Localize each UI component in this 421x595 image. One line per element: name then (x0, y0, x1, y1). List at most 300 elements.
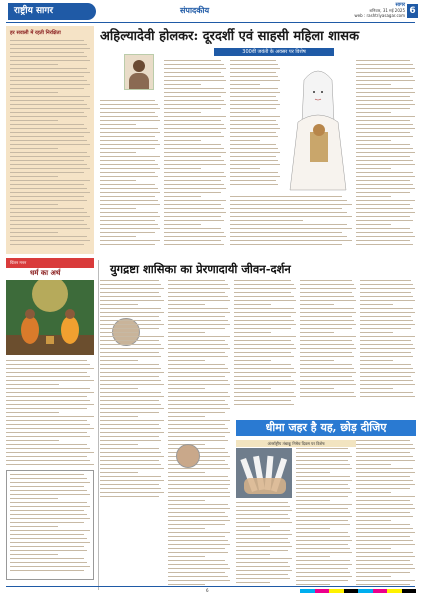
text-line (296, 520, 348, 521)
text-line (10, 542, 90, 543)
left-sidebar-title: हर सवाली में रहती निरक्षिता (10, 30, 61, 36)
text-line (356, 156, 410, 157)
text-line (164, 184, 224, 185)
text-line (168, 324, 230, 325)
text-line (100, 452, 161, 453)
text-line (100, 316, 159, 317)
text-line (164, 72, 221, 73)
text-line (100, 404, 161, 405)
text-line (296, 576, 352, 577)
text-line (300, 284, 354, 285)
header-info (354, 3, 405, 18)
text-line (168, 396, 230, 397)
text-line (356, 148, 413, 149)
text-line (234, 364, 291, 365)
text-line (10, 192, 90, 193)
text-line (356, 440, 410, 441)
text-line (234, 348, 296, 349)
text-line (360, 308, 413, 309)
text-line (100, 224, 158, 225)
text-line (356, 180, 410, 181)
text-line (10, 546, 84, 547)
text-line (168, 468, 230, 469)
text-line (100, 192, 160, 193)
left-sidebar-text (10, 40, 90, 250)
text-line (164, 136, 224, 137)
text-line (230, 116, 280, 117)
text-line (296, 496, 348, 497)
text-line (300, 368, 354, 369)
text-line (168, 280, 225, 281)
text-line (10, 482, 90, 483)
text-line (100, 444, 138, 445)
text-line (168, 316, 225, 317)
text-line (300, 376, 352, 377)
text-line (100, 464, 161, 465)
text-line (168, 364, 225, 365)
text-line (10, 96, 90, 97)
text-line (168, 412, 225, 413)
text-line (230, 212, 347, 213)
text-line (234, 300, 296, 301)
queen-illustration (284, 62, 352, 192)
text-line (100, 152, 136, 153)
text-line (234, 284, 294, 285)
text-line (168, 336, 230, 337)
text-line (300, 348, 356, 349)
text-line (360, 304, 393, 305)
text-line (356, 236, 415, 237)
text-line (100, 420, 164, 421)
text-line (164, 64, 224, 65)
text-line (234, 356, 294, 357)
text-line (230, 68, 280, 69)
text-line (168, 296, 228, 297)
text-line (234, 360, 271, 361)
text-line (164, 176, 226, 177)
text-line (300, 288, 356, 289)
text-line (164, 164, 226, 165)
text-line (100, 128, 158, 129)
text-line (230, 84, 260, 85)
text-line (356, 512, 410, 513)
text-line (164, 112, 201, 113)
text-line (10, 570, 84, 571)
text-line (356, 492, 391, 493)
text-line (100, 352, 159, 353)
text-line (10, 184, 84, 185)
text-line (300, 388, 334, 389)
text-line (356, 192, 410, 193)
text-line (236, 582, 270, 583)
text-line (168, 556, 205, 557)
text-line (100, 160, 155, 161)
text-line (168, 424, 225, 425)
text-line (300, 296, 354, 297)
text-line (100, 372, 164, 373)
text-line (168, 576, 228, 577)
text-line (6, 460, 90, 461)
text-line (168, 368, 228, 369)
text-line (164, 152, 226, 153)
text-line (230, 208, 342, 209)
text-line (300, 344, 354, 345)
text-line (100, 448, 159, 449)
text-line (164, 140, 201, 141)
text-line (360, 280, 411, 281)
column-divider (98, 260, 99, 590)
text-line (356, 152, 415, 153)
main-text-col-2 (164, 60, 226, 250)
text-line (296, 488, 350, 489)
text-line (236, 578, 290, 579)
dharm-title: धर्म का अर्थ (30, 269, 61, 277)
tobacco-text-col-3 (236, 502, 292, 588)
text-line (164, 120, 221, 121)
text-line (100, 328, 159, 329)
text-line (230, 132, 276, 133)
text-line (356, 568, 415, 569)
text-line (6, 376, 90, 377)
author-photo (124, 54, 154, 90)
text-line (10, 180, 90, 181)
text-line (356, 500, 410, 501)
text-line (168, 428, 228, 429)
text-line (10, 498, 58, 499)
text-line (100, 388, 138, 389)
text-line (10, 538, 87, 539)
text-line (10, 160, 84, 161)
text-line (100, 124, 136, 125)
text-line (230, 228, 352, 229)
text-line (100, 100, 155, 101)
text-line (360, 360, 393, 361)
text-line (360, 368, 413, 369)
text-line (100, 496, 159, 497)
text-line (296, 516, 352, 517)
text-line (236, 550, 288, 551)
text-line (356, 164, 415, 165)
text-line (164, 232, 224, 233)
text-line (100, 492, 164, 493)
text-line (100, 284, 161, 285)
text-line (230, 152, 280, 153)
text-line (100, 460, 159, 461)
text-line (356, 72, 410, 73)
text-line (164, 224, 201, 225)
text-line (100, 408, 164, 409)
text-line (10, 228, 90, 229)
text-line (356, 564, 413, 565)
text-line (296, 508, 348, 509)
text-line (230, 92, 280, 93)
text-line (168, 516, 228, 517)
text-line (356, 208, 413, 209)
text-line (168, 512, 225, 513)
text-line (100, 392, 161, 393)
text-line (356, 124, 413, 125)
text-line (164, 160, 224, 161)
text-line (356, 508, 415, 509)
text-line (296, 476, 350, 477)
text-line (10, 208, 84, 209)
text-line (100, 204, 160, 205)
text-line (360, 364, 411, 365)
main-text-col-4 (356, 60, 415, 250)
text-line (100, 180, 136, 181)
text-line (168, 408, 230, 409)
text-line (356, 144, 410, 145)
text-line (10, 506, 90, 507)
text-line (6, 456, 87, 457)
text-line (230, 124, 278, 125)
dharm-text (6, 360, 94, 468)
text-line (10, 474, 84, 475)
text-line (10, 188, 87, 189)
text-line (356, 168, 391, 169)
text-line (296, 500, 330, 501)
text-line (6, 392, 94, 393)
text-line (236, 574, 288, 575)
text-line (230, 160, 278, 161)
text-line (296, 556, 330, 557)
text-line (100, 148, 155, 149)
text-line (100, 228, 160, 229)
text-line (230, 64, 278, 65)
text-line (300, 392, 354, 393)
text-line (164, 180, 221, 181)
text-line (356, 232, 413, 233)
text-line (164, 144, 221, 145)
text-line (100, 168, 160, 169)
text-line (100, 368, 161, 369)
text-line (356, 496, 415, 497)
page-number: 6 (407, 4, 418, 18)
text-line (10, 48, 90, 49)
text-line (100, 140, 158, 141)
text-line (356, 228, 410, 229)
text-line (10, 100, 84, 101)
text-line (168, 580, 230, 581)
text-line (164, 124, 224, 125)
text-line (356, 540, 413, 541)
text-line (296, 452, 350, 453)
text-line (356, 548, 391, 549)
text-line (100, 472, 138, 473)
text-line (230, 72, 276, 73)
text-line (10, 212, 87, 213)
text-line (296, 524, 350, 525)
text-line (300, 380, 354, 381)
text-line (356, 576, 391, 577)
text-line (10, 132, 90, 133)
text-line (356, 224, 391, 225)
text-line (356, 220, 413, 221)
text-line (356, 472, 415, 473)
text-line (230, 108, 276, 109)
text-line (10, 164, 87, 165)
text-line (100, 440, 161, 441)
text-line (10, 204, 58, 205)
text-line (360, 328, 411, 329)
text-line (296, 564, 352, 565)
text-line (10, 216, 90, 217)
text-line (100, 164, 158, 165)
text-line (10, 558, 84, 559)
text-line (356, 488, 410, 489)
text-line (6, 404, 94, 405)
text-line (356, 204, 410, 205)
text-line (10, 494, 90, 495)
text-line (356, 584, 410, 585)
text-line (6, 444, 87, 445)
second-text-col-4 (300, 280, 356, 400)
text-line (236, 510, 292, 511)
main-text-col-3 (230, 60, 280, 190)
text-line (168, 476, 225, 477)
text-line (236, 538, 288, 539)
text-line (296, 492, 352, 493)
text-line (6, 452, 94, 453)
text-line (6, 432, 87, 433)
text-line (168, 308, 228, 309)
text-line (6, 396, 87, 397)
text-line (100, 348, 164, 349)
text-line (164, 92, 226, 93)
text-line (100, 220, 155, 221)
text-line (236, 566, 290, 567)
text-line (234, 340, 291, 341)
tobacco-sub-banner: अंतर्राष्ट्रीय तंबाकू निषेध दिवस पर विशेष (236, 440, 356, 447)
text-line (168, 488, 225, 489)
text-line (234, 388, 271, 389)
text-line (300, 300, 356, 301)
text-line (356, 244, 413, 245)
text-line (234, 292, 291, 293)
masthead: राष्ट्रीय सागर (8, 3, 96, 20)
text-line (360, 392, 413, 393)
text-line (100, 480, 164, 481)
main-headline: अहिल्यादेवी होलकर: दूरदर्शी एवं साहसी महिला शासक (100, 29, 360, 44)
text-line (356, 76, 413, 77)
second-text-col-5 (360, 280, 415, 400)
text-line (100, 172, 155, 173)
text-line (6, 440, 59, 441)
text-line (356, 536, 410, 537)
text-line (10, 554, 58, 555)
text-line (100, 332, 138, 333)
text-line (10, 518, 90, 519)
text-line (230, 96, 276, 97)
text-line (296, 468, 352, 469)
cigarette-photo (236, 448, 292, 498)
text-line (356, 580, 415, 581)
text-line (100, 304, 138, 305)
text-line (236, 558, 292, 559)
text-line (168, 508, 230, 509)
text-line (356, 528, 413, 529)
text-line (236, 570, 292, 571)
text-line (100, 468, 164, 469)
text-line (100, 208, 136, 209)
text-line (10, 84, 90, 85)
text-line (10, 232, 58, 233)
text-line (100, 136, 155, 137)
text-line (296, 560, 350, 561)
text-line (300, 320, 354, 321)
text-line (360, 296, 413, 297)
tobacco-text-col-4 (168, 476, 230, 588)
text-line (356, 572, 410, 573)
text-line (356, 216, 410, 217)
text-line (6, 464, 94, 465)
text-line (164, 172, 224, 173)
text-line (296, 572, 350, 573)
text-line (100, 300, 164, 301)
text-line (236, 530, 290, 531)
text-line (356, 96, 410, 97)
text-line (356, 516, 413, 517)
tobacco-text-col-2 (356, 440, 415, 588)
text-line (230, 144, 276, 145)
text-line (164, 80, 226, 81)
text-line (356, 212, 415, 213)
text-line (10, 200, 87, 201)
text-line (10, 526, 58, 527)
text-line (100, 216, 160, 217)
text-line (356, 120, 410, 121)
text-line (168, 352, 225, 353)
text-line (100, 376, 159, 377)
text-line (10, 104, 87, 105)
text-line (164, 236, 226, 237)
text-line (236, 502, 288, 503)
second-text-col-1 (100, 280, 164, 500)
text-line (296, 536, 350, 537)
text-line (360, 344, 413, 345)
text-line (100, 108, 160, 109)
text-line (100, 292, 159, 293)
text-line (10, 120, 58, 121)
text-line (164, 220, 224, 221)
text-line (230, 244, 342, 245)
text-line (168, 536, 225, 537)
text-line (10, 236, 87, 237)
text-line (356, 60, 410, 61)
text-line (10, 172, 84, 173)
text-line (356, 176, 415, 177)
text-line (168, 400, 225, 401)
text-line (6, 368, 94, 369)
text-line (164, 240, 221, 241)
text-line (168, 520, 230, 521)
text-line (10, 224, 87, 225)
text-line (168, 312, 230, 313)
text-line (356, 520, 391, 521)
text-line (10, 502, 87, 503)
text-line (236, 562, 288, 563)
text-line (6, 380, 94, 381)
text-line (356, 104, 415, 105)
text-line (356, 92, 415, 93)
page-header (0, 0, 421, 22)
text-line (6, 360, 87, 361)
text-line (356, 196, 391, 197)
text-line (168, 332, 205, 333)
text-line (168, 492, 228, 493)
second-headline: युगद्रष्टा शासिका का प्रेरणादायी जीवन-दर्शन (110, 262, 291, 276)
text-line (230, 184, 278, 185)
